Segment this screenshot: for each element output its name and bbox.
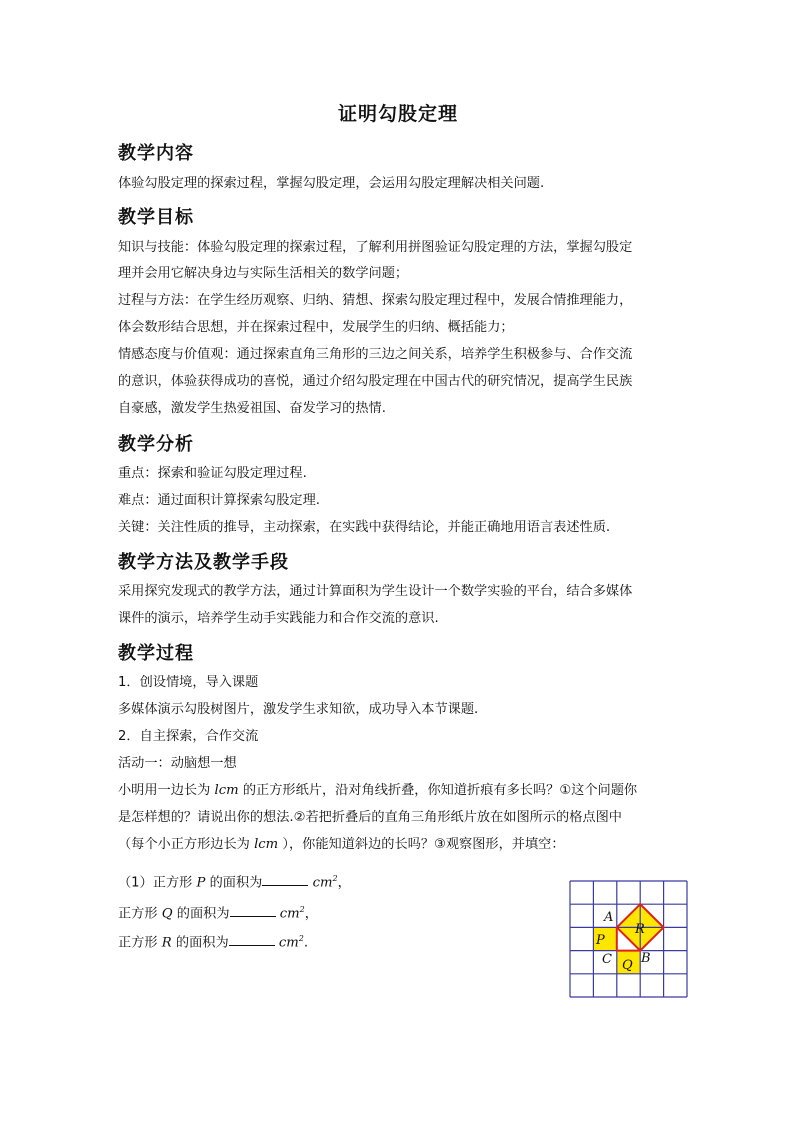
label-a: A bbox=[604, 910, 614, 925]
fill-mid: 的面积为 bbox=[172, 906, 230, 922]
section-heading-methods: 教学方法及教学手段 bbox=[118, 552, 289, 573]
question-line-1-b: 的正方形纸片，沿对角线折叠，你知道折痕有多长吗？①这个问题你 bbox=[238, 783, 638, 798]
pythagoras-grid-figure bbox=[568, 879, 690, 999]
fill-mid: 的面积为 bbox=[171, 935, 229, 951]
section-heading-content: 教学内容 bbox=[118, 143, 194, 164]
unit-cm: cm bbox=[278, 935, 299, 951]
section-heading-process: 教学过程 bbox=[118, 643, 194, 664]
question-line-3-a: （每个小正方形边长为 bbox=[118, 837, 255, 852]
question-line-2: 是怎样想的？请说出你的想法.②若把折叠后的直角三角形纸片放在如图所示的格点图中 bbox=[118, 810, 622, 825]
goals-line-1: 知识与技能：体验勾股定理的探索过程，了解利用拼图验证勾股定理的方法，掌握勾股定 bbox=[118, 240, 633, 255]
page-title: 证明勾股定理 bbox=[337, 103, 458, 125]
unit-cm: cm bbox=[312, 875, 333, 891]
methods-line-2: 课件的演示，培养学生动手实践能力和合作交流的意识. bbox=[118, 611, 439, 626]
var-p: P bbox=[196, 875, 206, 891]
goals-line-7: 自豪感，激发学生热爱祖国、奋发学习的热情. bbox=[118, 401, 386, 416]
fill-prefix: （1）正方形 bbox=[118, 875, 197, 891]
label-r: R bbox=[635, 922, 645, 937]
goals-line-6: 的意识，体验获得成功的喜悦，通过介绍勾股定理在中国古代的研究情况，提高学生民族 bbox=[118, 374, 633, 389]
section-heading-analysis: 教学分析 bbox=[118, 434, 194, 455]
var-q: Q bbox=[161, 906, 173, 922]
label-b: B bbox=[641, 951, 651, 966]
fill-end: . bbox=[303, 935, 309, 951]
unit-exponent: 2 bbox=[299, 905, 305, 914]
goals-line-5: 情感态度与价值观：通过探索直角三角形的三边之间关系，培养学生积极参与、合作交流 bbox=[118, 347, 633, 362]
goals-line-2: 理并会用它解决身边与实际生活相关的数学问题； bbox=[118, 266, 409, 281]
unit-exponent: 2 bbox=[298, 934, 304, 943]
analysis-line-3: 关键：关注性质的推导，主动探索，在实践中获得结论，并能正确地用语言表述性质. bbox=[118, 520, 611, 535]
unit-exponent: 2 bbox=[332, 874, 338, 883]
goals-line-3: 过程与方法：在学生经历观察、归纳、猜想、探索勾股定理过程中，发展合情推理能力， bbox=[118, 293, 633, 308]
unit-lcm: lcm bbox=[254, 837, 279, 852]
question-line-1 bbox=[118, 778, 678, 804]
answer-blank[interactable] bbox=[229, 933, 275, 946]
answer-blank[interactable] bbox=[262, 873, 308, 886]
content-text: 体验勾股定理的探索过程，掌握勾股定理，会运用勾股定理解决相关问题. bbox=[118, 176, 545, 191]
question-line-1-a: 小明用一边长为 bbox=[118, 783, 215, 798]
unit-cm: cm bbox=[279, 906, 300, 922]
process-step-1-text: 多媒体演示勾股树图片，激发学生求知欲，成功导入本节课题. bbox=[118, 702, 479, 717]
process-step-2: 2．自主探索，合作交流 bbox=[118, 729, 259, 744]
section-heading-goals: 教学目标 bbox=[118, 207, 194, 228]
var-r: R bbox=[161, 935, 172, 951]
label-q: Q bbox=[622, 958, 633, 973]
fill-prefix: 正方形 bbox=[118, 935, 162, 951]
unit-lcm: lcm bbox=[214, 783, 239, 798]
goals-line-4: 体会数形结合思想，并在探索过程中，发展学生的归纳、概括能力； bbox=[118, 320, 514, 335]
label-p: P bbox=[596, 933, 605, 948]
fill-prefix: 正方形 bbox=[118, 906, 162, 922]
methods-line-1: 采用探究发现式的教学方法，通过计算面积为学生设计一个数学实验的平台，结合多媒体 bbox=[118, 584, 633, 599]
activity-title: 活动一：动脑想一想 bbox=[118, 756, 237, 771]
question-line-3 bbox=[118, 832, 678, 858]
label-c: C bbox=[602, 952, 612, 967]
answer-blank[interactable] bbox=[230, 904, 276, 917]
analysis-line-1: 重点：探索和验证勾股定理过程. bbox=[118, 466, 307, 481]
process-step-1: 1．创设情境，导入课题 bbox=[118, 675, 259, 690]
analysis-line-2: 难点：通过面积计算探索勾股定理. bbox=[118, 493, 321, 508]
fill-end: ， bbox=[304, 906, 318, 922]
fill-mid: 的面积为 bbox=[205, 875, 263, 891]
fill-end: ， bbox=[337, 875, 351, 891]
question-line-3-b: ），你能知道斜边的长吗？③观察图形，并填空： bbox=[278, 837, 565, 852]
